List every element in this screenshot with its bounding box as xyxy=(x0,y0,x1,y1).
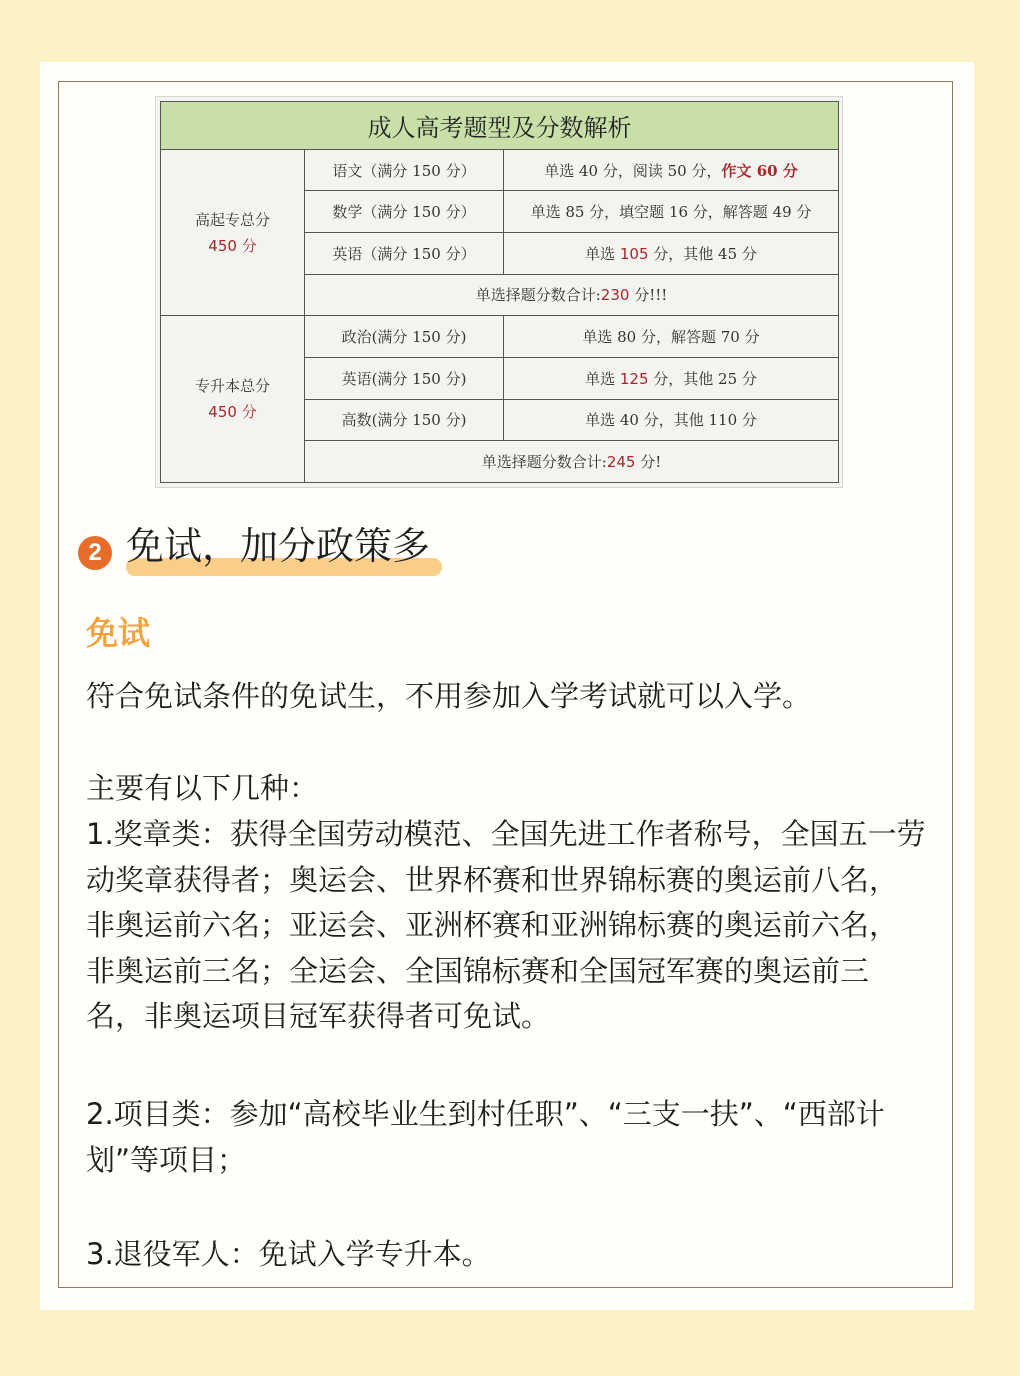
detail-highlight: 125 xyxy=(619,369,649,388)
table-row xyxy=(161,149,839,191)
section-heading xyxy=(78,520,458,580)
group-name: 高起专总分 xyxy=(194,210,270,229)
detail-cell xyxy=(504,316,839,358)
detail-cell xyxy=(504,399,839,441)
group-cell xyxy=(161,316,305,483)
subject-cell: 英语（满分 150 分） xyxy=(305,233,504,275)
lead-paragraph: 主要有以下几种： xyxy=(86,771,319,805)
detail-text: 单选 40 分，其他 110 分 xyxy=(585,411,757,430)
detail-text: 单选 85 分，填空题 16 分，解答题 49 分 xyxy=(530,203,812,222)
item-3-paragraph: 3.退役军人：免试入学专升本。 xyxy=(86,1237,491,1271)
detail-cell xyxy=(504,149,839,191)
detail-text: 单选 xyxy=(585,244,620,263)
detail-highlight: 105 xyxy=(619,244,649,263)
group-total: 450 分 xyxy=(208,403,257,422)
sum-label: 单选择题分数合计: xyxy=(475,286,601,305)
detail-text: 单选 80 分，解答题 70 分 xyxy=(582,328,760,347)
sum-cell xyxy=(305,274,839,316)
detail-text: 单选 40 分，阅读 50 分， xyxy=(544,161,722,180)
detail-text: 分，其他 25 分 xyxy=(648,369,757,388)
subsection-title: 免试 xyxy=(86,614,151,652)
score-table-image xyxy=(155,96,843,488)
subject-cell: 数学（满分 150 分） xyxy=(305,191,504,233)
detail-text: 分，其他 45 分 xyxy=(648,244,757,263)
detail-cell xyxy=(504,233,839,275)
sum-suffix: 分!!! xyxy=(629,286,668,305)
group-total: 450 分 xyxy=(208,236,257,255)
sum-label: 单选择题分数合计: xyxy=(481,453,607,472)
detail-cell xyxy=(504,357,839,399)
subject-cell: 语文（满分 150 分） xyxy=(305,149,504,191)
detail-text: 单选 xyxy=(585,369,620,388)
section-title: 免试，加分政策多 xyxy=(126,524,431,568)
sum-suffix: 分! xyxy=(635,453,662,472)
table-row xyxy=(161,316,839,358)
table-title: 成人高考题型及分数解析 xyxy=(161,102,839,150)
section-number-badge: 2 xyxy=(78,536,112,570)
sum-value: 230 xyxy=(600,286,630,305)
sum-cell xyxy=(305,441,839,483)
subject-cell: 高数(满分 150 分) xyxy=(305,399,504,441)
subject-cell: 政治(满分 150 分) xyxy=(305,316,504,358)
sum-value: 245 xyxy=(606,453,636,472)
group-name: 专升本总分 xyxy=(194,377,270,396)
detail-cell xyxy=(504,191,839,233)
intro-paragraph: 符合免试条件的免试生，不用参加入学考试就可以入学。 xyxy=(86,679,812,713)
score-table xyxy=(160,101,839,483)
subject-cell: 英语(满分 150 分) xyxy=(305,357,504,399)
item-2-paragraph: 2.项目类：参加“高校毕业生到村任职”、“三支一扶”、“西部计划”等项目； xyxy=(86,1097,885,1177)
detail-highlight: 作文 60 分 xyxy=(721,161,798,180)
item-1-paragraph: 1.奖章类：获得全国劳动模范、全国先进工作者称号，全国五一劳动奖章获得者；奥运会、世界杯赛和世界锦标赛的奥运前八名，非奥运前六名；亚运会、亚洲杯赛和亚洲锦标赛的奥运前六名，非奥运前三名；全运会、全国锦标赛和全国冠军赛的奥运前三名，非奥运项目冠军获得者可免试。 xyxy=(86,817,926,1033)
group-cell xyxy=(161,149,305,316)
